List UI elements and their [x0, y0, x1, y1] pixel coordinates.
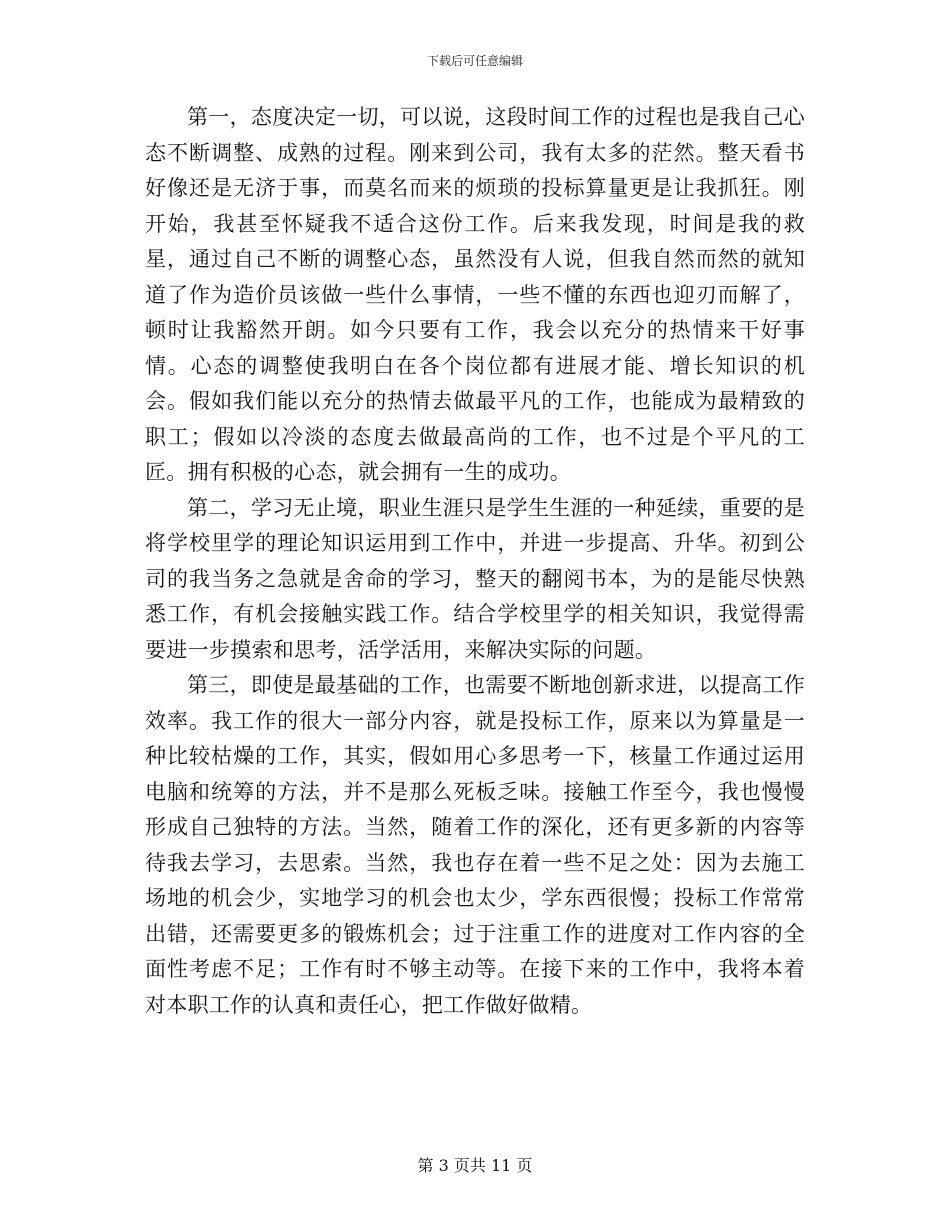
- page-number: 第 3 页共 11 页: [417, 1156, 533, 1175]
- paragraph-learning: 第二，学习无止境，职业生涯只是学生生涯的一种延续，重要的是将学校里学的理论知识运用到工作中，并进一步提高、升华。初到公司的我当务之急就是舍命的学习，整天的翻阅书本，为的是能尽快熟悉工作，有机会接触实践工作。结合学校里学的相关知识，我觉得需要进一步摸索和思考，活学活用，来解决实际的问题。: [145, 495, 805, 662]
- header-note: 下载后可任意编辑: [426, 54, 523, 68]
- paragraph-attitude: 第一，态度决定一切，可以说，这段时间工作的过程也是我自己心态不断调整、成熟的过程。刚来到公司，我有太多的茫然。整天看书好像还是无济于事，而莫名而来的烦琐的投标算量更是让我抓狂。刚开始，我甚至怀疑我不适合这份工作。后来我发现，时间是我的救星，通过自己不断的调整心态，虽然没有人说，但我自然而然的就知道了作为造价员该做一些什么事情，一些不懂的东西也迎刃而解了，顿时让我豁然开朗。如今只要有工作，我会以充分的热情来干好事情。心态的调整使我明白在各个岗位都有进展才能、增长知识的机会。假如我们能以充分的热情去做最平凡的工作，也能成为最精致的职工；假如以冷淡的态度去做最高尚的工作，也不过是个平凡的工匠。拥有积极的心态，就会拥有一生的成功。: [145, 105, 805, 484]
- paragraph-innovation: 第三，即使是最基础的工作，也需要不断地创新求进，以提高工作效率。我工作的很大一部分内容，就是投标工作，原来以为算量是一种比较枯燥的工作，其实，假如用心多思考一下，核量工作通过运用电脑和统筹的方法，并不是那么死板乏味。接触工作至今，我也慢慢形成自己独特的方法。当然，随着工作的深化，还有更多新的内容等待我去学习，去思索。当然，我也存在着一些不足之处：因为去施工场地的机会少，实地学习的机会也太少，学东西很慢；投标工作常常出错，还需要更多的锻炼机会；过于注重工作的进度对工作内容的全面性考虑不足；工作有时不够主动等。在接下来的工作中，我将本着对本职工作的认真和责任心，把工作做好做精。: [145, 673, 805, 1017]
- document-body: [145, 100, 805, 1023]
